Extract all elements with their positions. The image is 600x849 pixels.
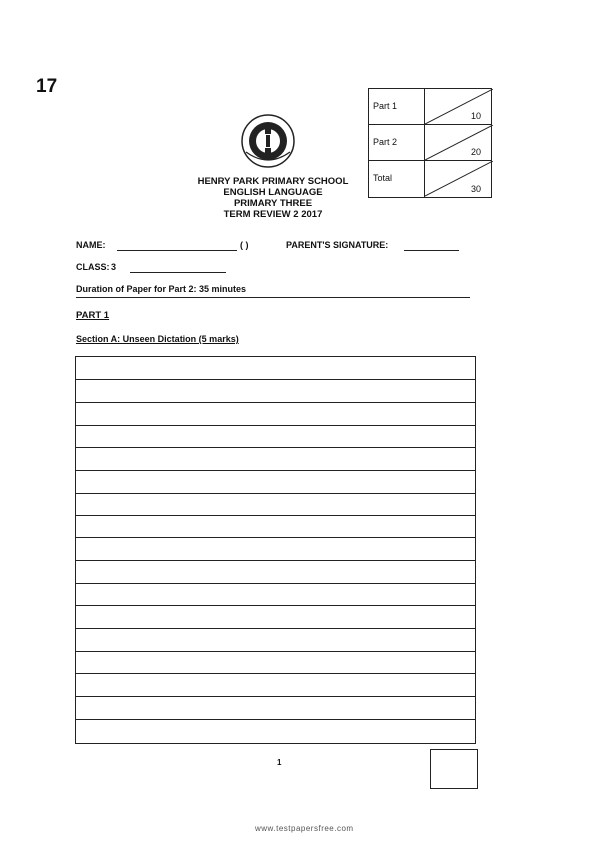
- score-value: 10: [470, 111, 481, 121]
- exam-name: TERM REVIEW 2 2017: [223, 209, 323, 220]
- section-title: Section A: Unseen Dictation (5 marks): [76, 334, 239, 344]
- writing-line: [76, 651, 475, 652]
- name-label: NAME:: [76, 240, 106, 250]
- score-label: Part 1: [373, 101, 398, 111]
- footer-url: www.testpapersfree.com: [255, 824, 354, 833]
- writing-line: [76, 696, 475, 697]
- part-title: PART 1: [76, 310, 110, 321]
- score-cell: [424, 161, 491, 197]
- writing-line: [76, 673, 475, 674]
- page-number-top: 17: [36, 76, 58, 97]
- marks-box[interactable]: [430, 749, 478, 789]
- writing-line: [76, 515, 475, 516]
- score-value: 20: [470, 147, 481, 157]
- writing-line: [76, 583, 475, 584]
- score-cell: [424, 125, 491, 160]
- writing-line: [76, 493, 475, 494]
- class-field[interactable]: [130, 272, 226, 273]
- class-label: CLASS:: [76, 262, 110, 272]
- score-cell: [424, 89, 491, 124]
- score-table: [368, 88, 492, 198]
- page-number-bottom: 1: [277, 758, 282, 767]
- writing-line: [76, 470, 475, 471]
- school-name: HENRY PARK PRIMARY SCHOOL: [197, 176, 349, 187]
- writing-line: [76, 605, 475, 606]
- writing-line: [76, 447, 475, 448]
- score-label: Part 2: [373, 137, 398, 147]
- parent-signature-field[interactable]: [404, 250, 459, 251]
- score-row-part2: [369, 125, 491, 161]
- writing-line: [76, 560, 475, 561]
- score-value: 30: [470, 184, 481, 194]
- score-row-part1: [369, 89, 491, 125]
- diagonal-line-icon: [425, 125, 493, 161]
- writing-line: [76, 719, 475, 720]
- name-field[interactable]: [117, 250, 237, 251]
- writing-line: [76, 628, 475, 629]
- class-value: 3: [111, 262, 117, 272]
- diagonal-line-icon: [425, 89, 493, 125]
- writing-line: [76, 425, 475, 426]
- dictation-writing-area[interactable]: [75, 356, 476, 744]
- register-number-brackets: ( ): [240, 240, 249, 250]
- diagonal-line-icon: [425, 161, 493, 197]
- writing-line: [76, 537, 475, 538]
- parent-signature-label: PARENT'S SIGNATURE:: [286, 240, 389, 250]
- level-name: PRIMARY THREE: [233, 198, 313, 209]
- score-row-total: [369, 161, 491, 197]
- divider: [76, 297, 470, 298]
- score-label: Total: [373, 173, 393, 183]
- heading-block: [180, 176, 366, 220]
- school-crest-icon: [240, 112, 296, 170]
- subject-name: ENGLISH LANGUAGE: [223, 187, 323, 198]
- writing-line: [76, 402, 475, 403]
- duration-text: Duration of Paper for Part 2: 35 minutes: [76, 284, 247, 294]
- writing-line: [76, 379, 475, 380]
